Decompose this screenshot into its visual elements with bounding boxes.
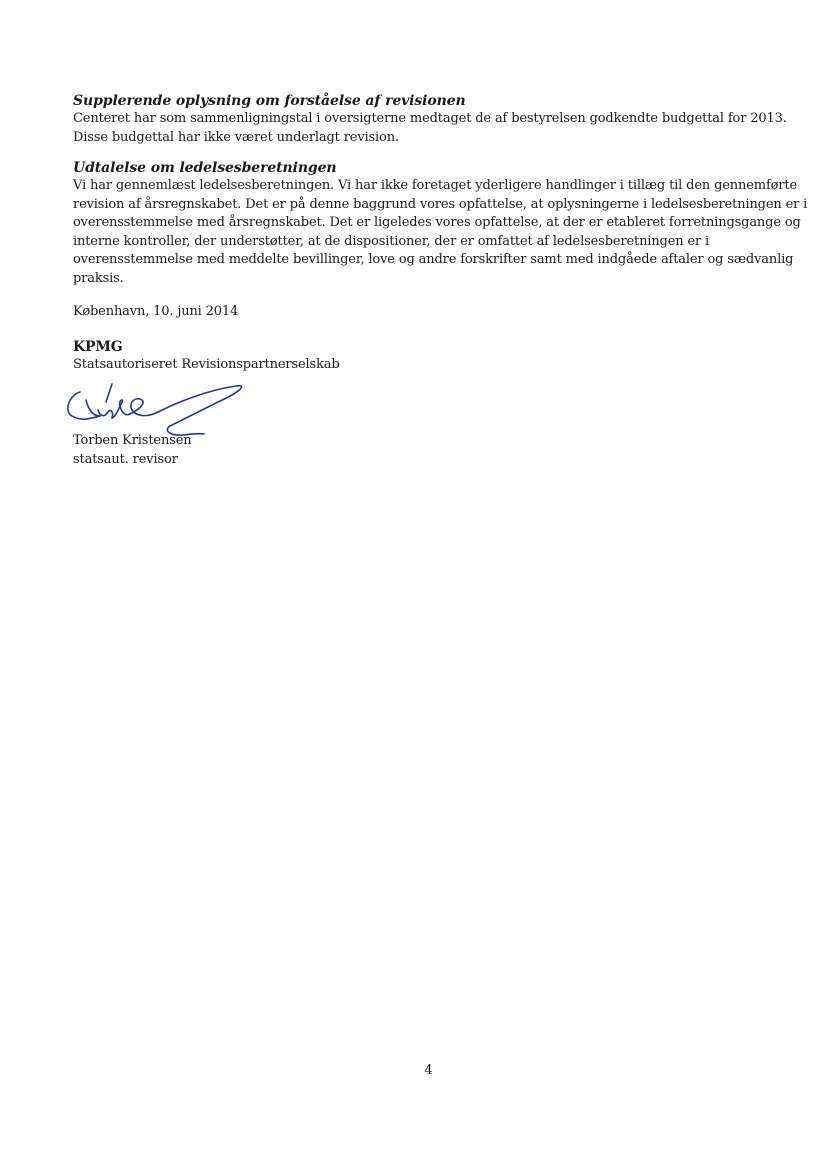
section-heading: Supplerende oplysning om forståelse af revisionen xyxy=(73,93,466,109)
paragraph-line: praksis. xyxy=(73,270,124,286)
paragraph-line: overensstemmelse med årsregnskabet. Det er ligeledes vores opfattelse, at der er etableret forretningsgange og xyxy=(73,215,801,230)
paragraph-line: Disse budgettal har ikke været underlagt revision. xyxy=(73,129,399,145)
paragraph-line: Vi har gennemlæst ledelsesberetningen. Vi har ikke foretaget yderligere handlinger i tillæg til den gennemførte xyxy=(73,178,797,193)
signatory-title: statsaut. revisor xyxy=(73,451,178,467)
paragraph-line: interne kontroller, der understøtter, at de dispositioner, der er omfattet af ledelsesberetningen er i xyxy=(73,233,710,249)
firm-name: KPMG xyxy=(73,339,123,355)
firm-subtitle: Statsautoriseret Revisionspartnerselskab xyxy=(73,357,340,372)
handwritten-signature xyxy=(58,372,248,440)
section-supplementary-info xyxy=(73,92,787,147)
section-heading: Udtalelse om ledelsesberetningen xyxy=(73,160,337,176)
page-number: 4 xyxy=(424,1063,433,1078)
signatory-block xyxy=(73,432,753,469)
section-paragraph xyxy=(73,177,808,288)
section-management-report-statement xyxy=(73,159,808,288)
section-paragraph xyxy=(73,110,787,147)
paragraph-line: Centeret har som sammenligningstal i oversigterne medtaget de af bestyrelsen godkendte budgettal for 2013. xyxy=(73,111,787,126)
paragraph-line: overensstemmelse med meddelte bevillinger, love og andre forskrifter samt med indgåede aftaler og sædvanlig xyxy=(73,252,794,267)
signatory-name: Torben Kristensen xyxy=(73,433,192,448)
place-date: København, 10. juni 2014 xyxy=(73,304,239,319)
firm-block xyxy=(73,338,753,375)
paragraph-line: revision af årsregnskabet. Det er på denne baggrund vores opfattelse, at oplysningerne i ledelsesberetningen er i xyxy=(73,196,808,212)
